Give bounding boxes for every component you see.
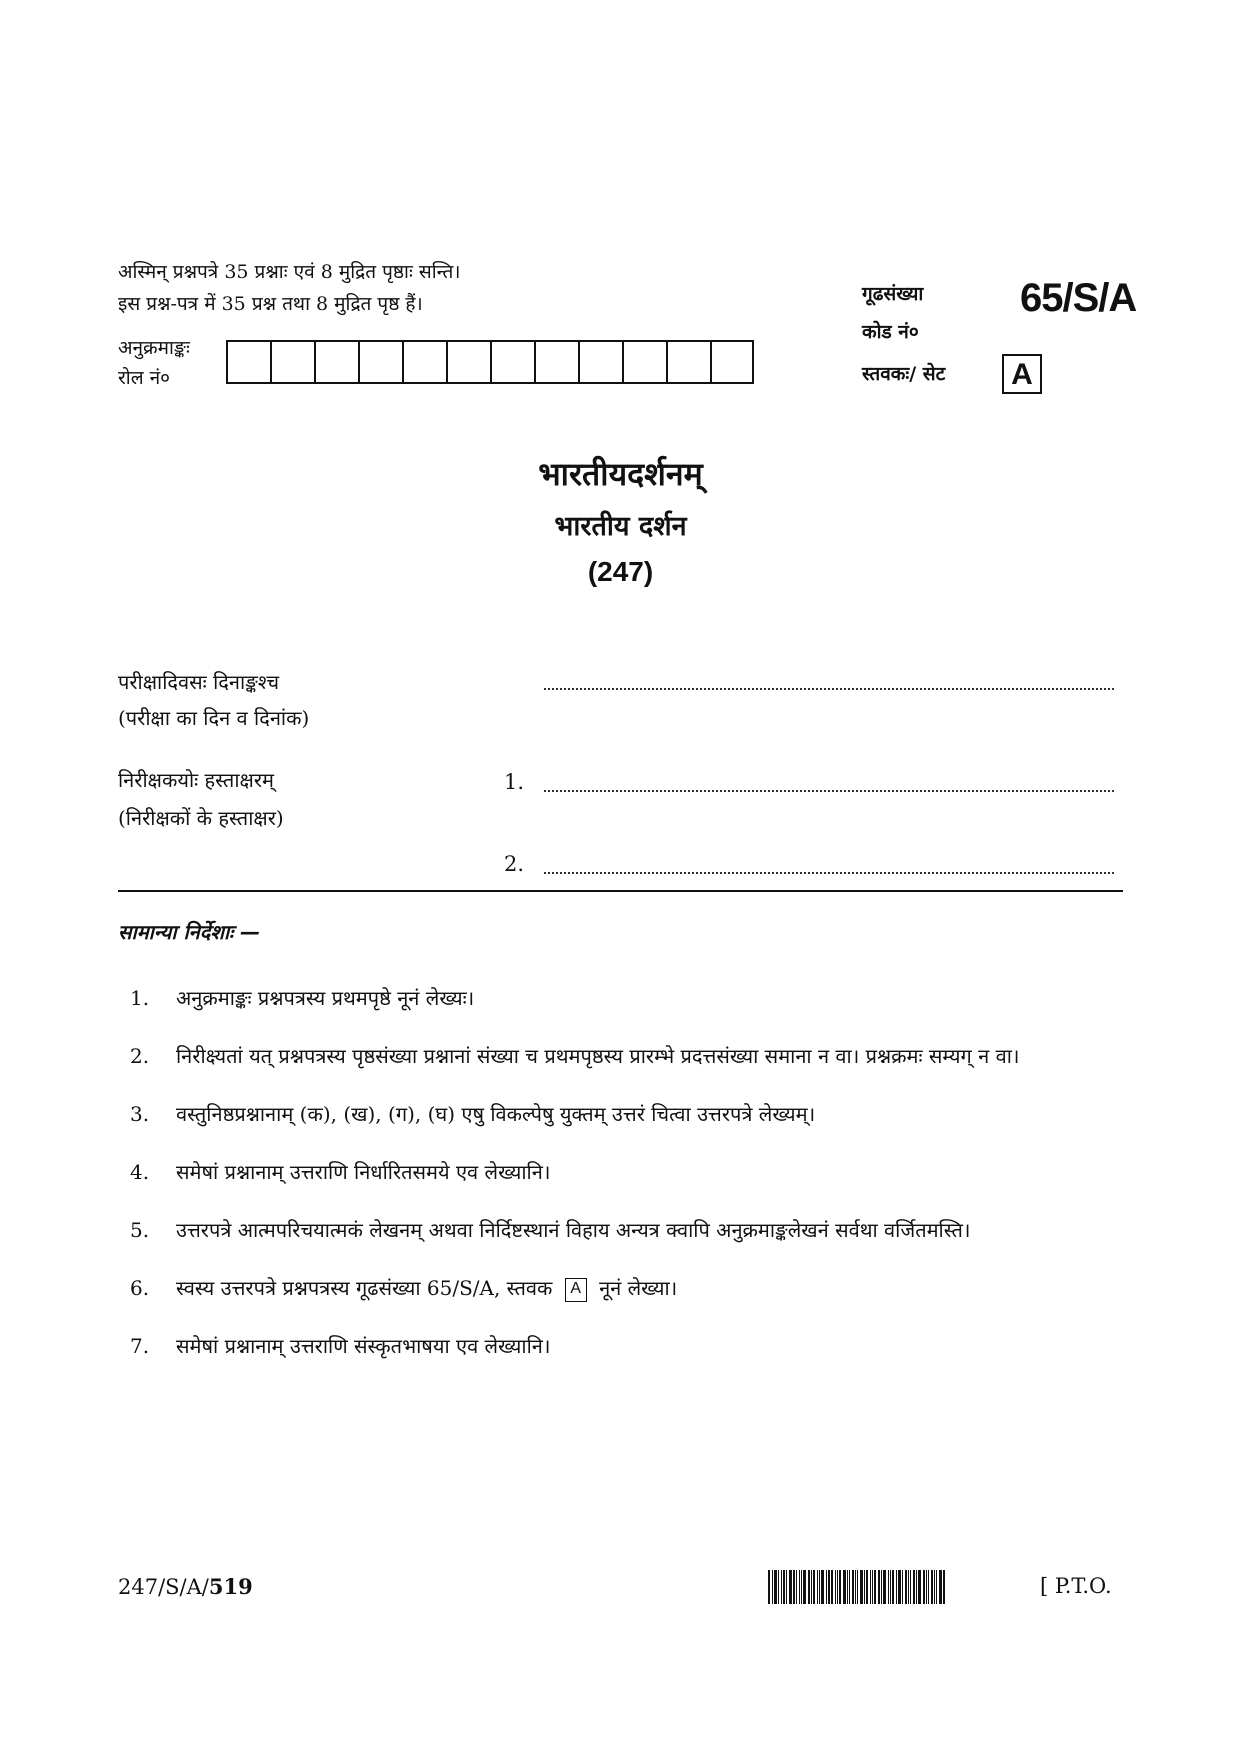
question-count-sanskrit: अस्मिन् प्रश्नपत्रे 35 प्रश्नाः एवं 8 मुद्रित पृष्ठाः सन्ति। (118, 261, 461, 283)
roll-number-digit-box[interactable] (490, 340, 534, 384)
roll-number-label-hindi: रोल नं० (118, 367, 171, 389)
roll-number-digit-box[interactable] (314, 340, 358, 384)
roll-number-digit-box[interactable] (226, 340, 270, 384)
roll-number-digit-box[interactable] (622, 340, 666, 384)
instructions-heading: सामान्या निर्देशाः — (118, 920, 261, 944)
roll-number-boxes[interactable] (226, 340, 754, 384)
instruction-text: अनुक्रमाङ्कः प्रश्नपत्रस्य प्रथमपृष्ठे नूनं लेख्यः। (176, 986, 475, 1010)
instruction-number: 3. (130, 1102, 150, 1126)
divider (118, 890, 1123, 892)
roll-number-digit-box[interactable] (358, 340, 402, 384)
footer-code-prefix: 247/S/A/ (118, 1575, 209, 1599)
signature-1-number: 1. (504, 770, 525, 794)
footer-paper-code (118, 1574, 253, 1599)
date-fill-line[interactable] (544, 688, 1114, 690)
roll-number-digit-box[interactable] (402, 340, 446, 384)
instruction-item (130, 1328, 1124, 1364)
subject-code: (247) (587, 556, 654, 587)
set-label: स्तवकः/ सेट (862, 363, 946, 385)
title-hindi: भारतीय दर्शन (554, 511, 687, 542)
date-label-sanskrit: परीक्षादिवसः दिनाङ्कश्च (118, 670, 280, 694)
instruction-item (130, 1270, 1124, 1306)
roll-number-digit-box[interactable] (666, 340, 710, 384)
footer-code-number: 519 (208, 1574, 253, 1599)
invigilator-label-sanskrit: निरीक्षकयोः हस्ताक्षरम् (118, 768, 274, 792)
instruction-text: निरीक्ष्यतां यत् प्रश्नपत्रस्य पृष्ठसंख्या प्रश्नानां संख्या च प्रथमपृष्ठस्य प्रारम्भे प्रदत्तसंख्या समाना न वा। प्रश्नक्रमः सम्यग् न वा। (176, 1044, 1020, 1068)
instruction-number: 1. (130, 986, 150, 1010)
invigilator-label-hindi: (निरीक्षकों के हस्ताक्षर) (118, 806, 284, 830)
instruction-number: 6. (130, 1276, 150, 1300)
roll-number-label-sanskrit: अनुक्रमाङ्कः (118, 337, 190, 359)
roll-number-digit-box[interactable] (446, 340, 490, 384)
pto-label: [ P.T.O. (1040, 1574, 1112, 1598)
roll-number-digit-box[interactable] (710, 340, 754, 384)
signature-2-number: 2. (504, 852, 525, 876)
paper-code: 65/S/A (1020, 276, 1137, 320)
instruction-item (130, 1096, 1124, 1132)
instruction-text: उत्तरपत्रे आत्मपरिचयात्मकं लेखनम् अथवा निर्दिष्टस्थानं विहाय अन्यत्र क्वापि अनुक्रमाङ्कलेखनं सर्वथा वर्जितमस्ति। (176, 1218, 971, 1242)
signature-2-line[interactable] (544, 872, 1114, 874)
instruction-item (130, 1154, 1124, 1190)
code-label-sanskrit: गूढसंख्या (862, 283, 924, 305)
roll-number-digit-box[interactable] (578, 340, 622, 384)
roll-number-digit-box[interactable] (534, 340, 578, 384)
instruction-text: वस्तुनिष्ठप्रश्नानाम् (क), (ख), (ग), (घ) एषु विकल्पेषु युक्तम् उत्तरं चित्वा उत्तरपत्रे लेख्यम्। (176, 1102, 816, 1126)
instruction-number: 7. (130, 1334, 150, 1358)
instruction-item (130, 1212, 1124, 1248)
instruction-text: समेषां प्रश्नानाम् उत्तराणि संस्कृतभाषया एव लेख्यानि। (176, 1334, 551, 1358)
instruction-number: 4. (130, 1160, 150, 1184)
instruction-item (130, 980, 1124, 1016)
code-label-hindi: कोड नं० (862, 321, 919, 343)
instructions-list (130, 980, 1124, 1364)
instruction-number: 2. (130, 1044, 150, 1068)
barcode (768, 1570, 1020, 1604)
instruction-text-before-box: स्वस्य उत्तरपत्रे प्रश्नपत्रस्य गूढसंख्या 65/S/A, स्तवक (176, 1276, 553, 1300)
date-label-hindi: (परीक्षा का दिन व दिनांक) (118, 706, 310, 730)
roll-number-digit-box[interactable] (270, 340, 314, 384)
question-count-hindi: इस प्रश्न-पत्र में 35 प्रश्न तथा 8 मुद्रित पृष्ठ हैं। (118, 293, 423, 315)
instruction-text (176, 1270, 1124, 1306)
instruction-text: समेषां प्रश्नानाम् उत्तराणि निर्धारितसमये एव लेख्यानि। (176, 1160, 551, 1184)
instruction-number: 5. (130, 1218, 150, 1242)
instruction-item (130, 1038, 1124, 1074)
set-code-inline-box: A (565, 1278, 587, 1302)
set-box: A (1002, 354, 1042, 394)
instruction-text-after-box: नूनं लेख्या। (599, 1276, 678, 1300)
signature-1-line[interactable] (544, 790, 1114, 792)
title-sanskrit: भारतीयदर्शनम् (538, 455, 703, 493)
